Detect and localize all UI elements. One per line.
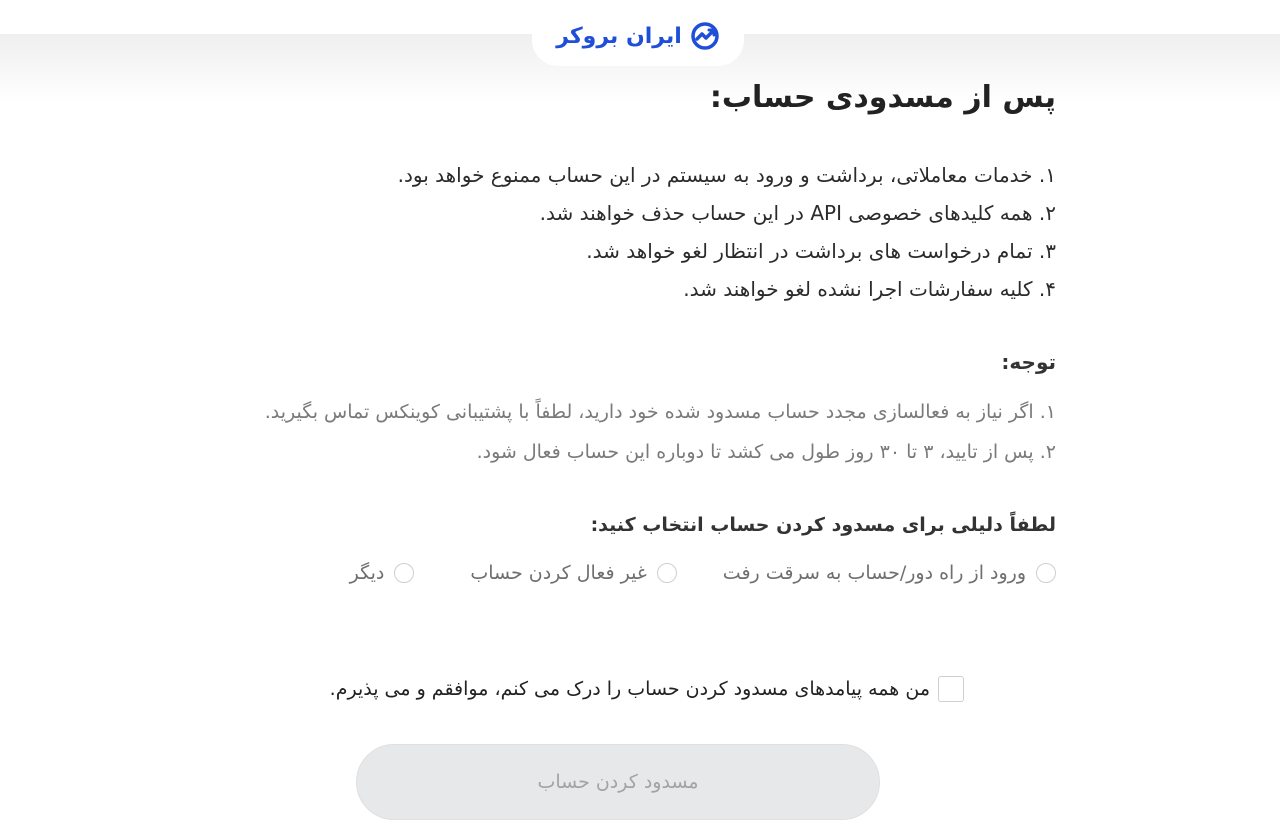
radio-circle[interactable] [657, 563, 677, 583]
radio-reason-hacked[interactable] [723, 562, 1056, 584]
page-title: پس از مسدودی حساب: [709, 80, 1056, 115]
list-item: ۲. همه کلیدهای خصوصی API در این حساب حذف خواهند شد. [539, 201, 1056, 225]
logo-text: ایران بروکر [556, 23, 682, 49]
list-item: ۲. پس از تایید، ۳ تا ۳۰ روز طول می کشد تا دوباره این حساب فعال شود. [476, 441, 1056, 463]
radio-circle[interactable] [1036, 563, 1056, 583]
chart-trend-icon [690, 21, 720, 51]
radio-reason-deactivate[interactable] [470, 562, 676, 584]
list-item: ۱. خدمات معاملاتی، برداشت و ورود به سیستم در این حساب ممنوع خواهد بود. [397, 163, 1056, 187]
agree-checkbox-row[interactable] [330, 676, 964, 702]
agree-label: من همه پیامدهای مسدود کردن حساب را درک می کنم، موافقم و می پذیرم. [329, 678, 930, 700]
note-title: توجه: [1001, 350, 1056, 374]
reason-question: لطفاً دلیلی برای مسدود کردن حساب انتخاب کنید: [590, 514, 1056, 536]
logo[interactable] [532, 6, 744, 66]
agree-checkbox[interactable] [938, 676, 964, 702]
radio-label: ورود از راه دور/حساب به سرقت رفت [722, 562, 1026, 584]
radio-label: غیر فعال کردن حساب [470, 562, 647, 584]
radio-reason-other[interactable] [350, 562, 415, 584]
radio-label: دیگر [349, 562, 385, 584]
consequences-list [398, 156, 1056, 308]
list-item: ۳. تمام درخواست های برداشت در انتظار لغو خواهد شد. [586, 239, 1056, 263]
radio-circle[interactable] [394, 563, 414, 583]
notes-list [265, 392, 1056, 472]
reason-radio-group [350, 562, 1056, 584]
list-item: ۱. اگر نیاز به فعالسازی مجدد حساب مسدود شده خود دارید، لطفاً با پشتیبانی کوینکس تماس بگیرید. [264, 401, 1056, 423]
list-item: ۴. کلیه سفارشات اجرا نشده لغو خواهند شد. [683, 277, 1056, 301]
freeze-account-button[interactable]: مسدود کردن حساب [356, 744, 880, 820]
